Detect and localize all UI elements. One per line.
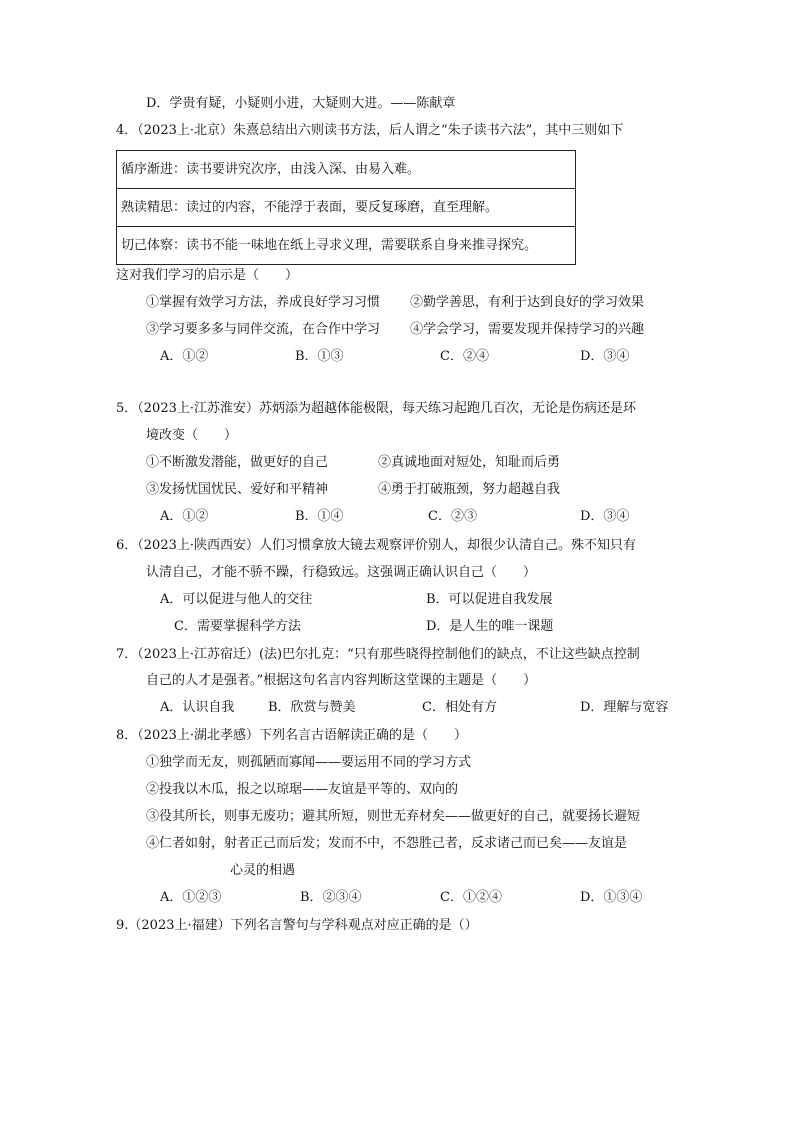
q7-stem-line-2: 自己的人才是强者。”根据这句名言内容判断这堂课的主题是（ ） bbox=[146, 673, 537, 688]
q5-choice-d[interactable]: D．③④ bbox=[580, 509, 630, 524]
q8-item-4-line-1: ④仁者如射，射者正己而后发；发而不中，不怨胜己者，反求诸己而已矣——友谊是 bbox=[146, 836, 628, 851]
q4-item-2: ②勤学善思，有利于达到良好的学习效果 bbox=[410, 295, 645, 310]
q5-stem-line-1: 5．（2023上·江苏淮安）苏炳添为超越体能极限，每天练习起跑几百次，无论是伤病还是环 bbox=[116, 401, 636, 416]
q6-choice-a[interactable]: A．可以促进与他人的交往 bbox=[160, 592, 313, 607]
q5-item-3: ③发扬忧国忧民、爱好和平精神 bbox=[146, 482, 329, 497]
q6-choice-d[interactable]: D．是人生的唯一课题 bbox=[426, 619, 554, 634]
q7-choice-a[interactable]: A．认识自我 bbox=[160, 700, 235, 715]
q4-question: 这对我们学习的启示是（ ） bbox=[116, 268, 299, 283]
q4-table-row: 循序渐进：读书要讲究次序，由浅入深、由易入难。 bbox=[117, 151, 575, 189]
q4-choice-a[interactable]: A．①② bbox=[160, 349, 209, 364]
q5-item-4: ④勇于打破瓶颈，努力超越自我 bbox=[378, 482, 561, 497]
q7-choice-b[interactable]: B．欣赏与赞美 bbox=[268, 700, 356, 715]
q5-stem-line-2: 境改变（ ） bbox=[146, 428, 238, 443]
q4-reading-methods-table bbox=[116, 150, 576, 265]
q4-table-row: 切己体察：读书不能一味地在纸上寻求义理，需要联系自身来推寻探究。 bbox=[121, 238, 538, 253]
q6-stem-line-2: 认清自己，才能不骄不躁，行稳致远。这强调正确认识自己（ ） bbox=[146, 565, 537, 580]
q7-stem-line-1: 7．（2023上·江苏宿迁）(法)巴尔扎克：“只有那些晓得控制他们的缺点，不让这些缺点控制 bbox=[116, 647, 640, 662]
q4-stem: 4．（2023上·北京）朱熹总结出六则读书方法，后人谓之“朱子读书六法”，其中三则如下 bbox=[116, 123, 624, 138]
q5-choice-b[interactable]: B．①④ bbox=[295, 509, 344, 524]
q9-stem: 9.（2023上·福建）下列名言警句与学科观点对应正确的是（） bbox=[116, 918, 478, 933]
q8-choice-d[interactable]: D．①③④ bbox=[580, 890, 643, 905]
q3-option-d: D．学贵有疑，小疑则小进，大疑则大进。——陈献章 bbox=[146, 96, 456, 111]
q8-choice-c[interactable]: C．①②④ bbox=[440, 890, 502, 905]
q7-choice-d[interactable]: D．理解与宽容 bbox=[580, 700, 669, 715]
q4-item-1: ①掌握有效学习方法，养成良好学习习惯 bbox=[146, 295, 381, 310]
q8-stem: 8．（2023上·湖北孝感）下列名言古语解读正确的是（ ） bbox=[116, 728, 467, 743]
q8-choice-b[interactable]: B．②③④ bbox=[300, 890, 362, 905]
q8-item-1: ①独学而无友，则孤陋而寡闻——要运用不同的学习方式 bbox=[146, 755, 472, 770]
q4-choice-c[interactable]: C．②④ bbox=[440, 349, 489, 364]
q4-item-3: ③学习要多多与同伴交流，在合作中学习 bbox=[146, 322, 381, 337]
q7-choice-c[interactable]: C．相处有方 bbox=[422, 700, 497, 715]
q5-item-1: ①不断激发潜能，做更好的自己 bbox=[146, 455, 329, 470]
q5-item-2: ②真诚地面对短处，知耻而后勇 bbox=[378, 455, 561, 470]
q5-choice-c[interactable]: C．②③ bbox=[428, 509, 477, 524]
q8-item-2: ②投我以木瓜，报之以琼琚——友谊是平等的、双向的 bbox=[146, 782, 459, 797]
q4-choice-b[interactable]: B．①③ bbox=[295, 349, 344, 364]
q6-stem-line-1: 6．（2023上·陕西西安）人们习惯拿放大镜去观察评价别人，却很少认清自己。殊不知只有 bbox=[116, 538, 636, 553]
q8-choice-a[interactable]: A．①②③ bbox=[160, 890, 222, 905]
q4-choice-d[interactable]: D．③④ bbox=[580, 349, 630, 364]
q8-item-4-line-2: 心灵的相遇 bbox=[230, 863, 296, 878]
q8-item-3: ③役其所长，则事无废功；避其所短，则世无弃材矣——做更好的自己，就要扬长避短 bbox=[146, 809, 641, 824]
q4-item-4: ④学会学习，需要发现并保持学习的兴趣 bbox=[410, 322, 645, 337]
q6-choice-b[interactable]: B．可以促进自我发展 bbox=[426, 592, 553, 607]
q5-choice-a[interactable]: A．①② bbox=[160, 509, 209, 524]
q6-choice-c[interactable]: C．需要掌握科学方法 bbox=[174, 619, 301, 634]
q4-table-row: 熟读精思：读过的内容，不能浮于表面，要反复琢磨，直至理解。 bbox=[117, 189, 575, 227]
